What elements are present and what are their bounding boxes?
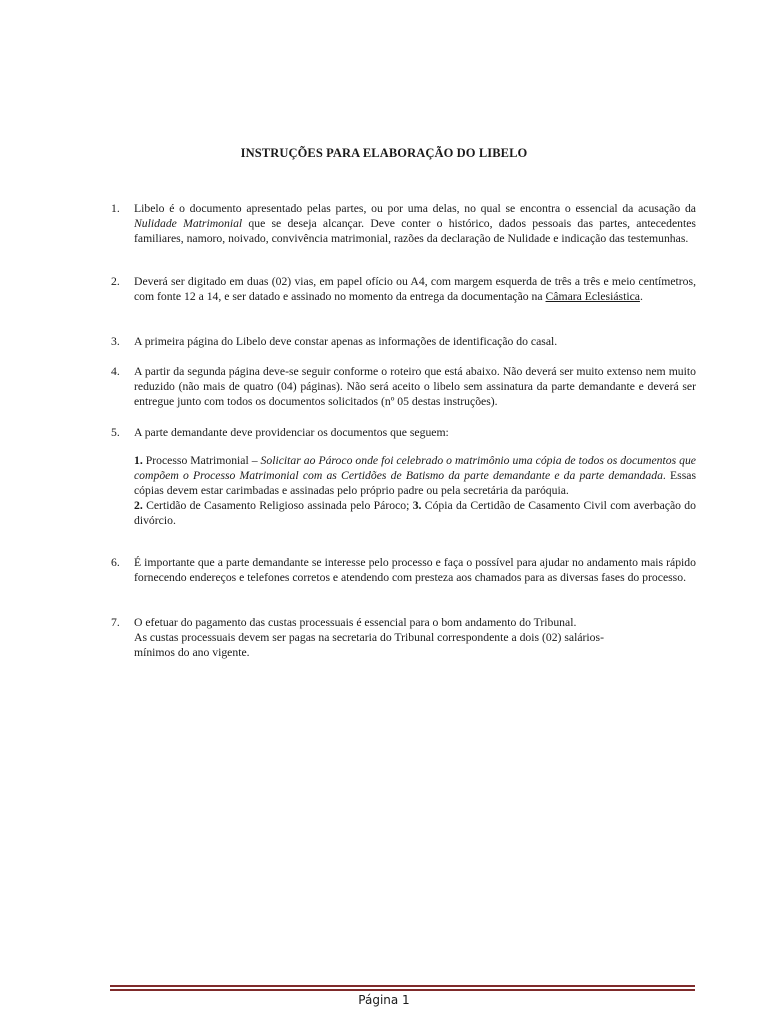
item-number: 5. [111,426,120,439]
item-text: A partir da segunda página deve-se seguir conforme o roteiro que está abaixo. Não deverá ser muito extenso nem muito reduzido (não mais de quatro (04) páginas). Não será aceito o libelo sem assinatura da parte demandante e deverá ser entregue junto com todos os documentos solicitados (nº 05 destas instruções). [134,365,696,408]
list-item-2 [111,274,696,304]
list-item-1 [111,201,696,246]
item-number: 1. [111,202,120,215]
item-text: É importante que a parte demandante se interesse pelo processo e faça o possível para ajudar no andamento mais rápido fornecendo endereços e telefones corretos e atendendo com presteza aos chamados para as diversas fases do processo. [134,556,696,584]
item-number: 4. [111,365,120,378]
page-number: Página 1 [358,993,410,1007]
list-item-4 [111,364,696,409]
item-number: 6. [111,556,120,569]
item-text: Deverá ser digitado em duas (02) vias, em papel ofício ou A4, com margem esquerda de três a três e meio centímetros, com fonte 12 a 14, e ser datado e assinado no momento da entrega da documentação na Câmara Eclesiástica. [134,275,696,303]
item-text: O efetuar do pagamento das custas processuais é essencial para o bom andamento do Tribunal. As custas processuais devem ser pagas na secretaria do Tribunal correspondente a dois (02) salários- mínimos do ano vigente. [134,616,604,659]
item-text: A primeira página do Libelo deve constar apenas as informações de identificação do casal. [134,335,558,348]
item-5-documents: 1. Processo Matrimonial – Solicitar ao Pároco onde foi celebrado o matrimônio uma cópia de todos os documentos que compõem o Processo Matrimonial com as Certidões de Batismo da parte demandante e da parte demandada. Essas cópias devem estar carimbadas e assinadas pelo próprio padre ou pela secretária da paróquia. 2. Certidão de Casamento Religioso assinada pelo Pároco; 3. Cópia da Certidão de Casamento Civil com averbação do divórcio. [134,454,696,527]
list-item-3 [111,334,696,349]
list-item-5 [111,425,696,528]
item-number: 7. [111,616,120,629]
item-number: 2. [111,275,120,288]
list-item-6 [111,555,696,585]
document-title: INSTRUÇÕES PARA ELABORAÇÃO DO LIBELO [240,146,528,160]
item-text: A parte demandante deve providenciar os documentos que seguem: [134,426,449,439]
item-number: 3. [111,335,120,348]
list-item-7 [111,615,696,660]
footer-divider [110,985,695,991]
item-text: Libelo é o documento apresentado pelas partes, ou por uma delas, no qual se encontra o essencial da acusação da Nulidade Matrimonial que se deseja alcançar. Deve conter o histórico, dados pessoais das partes, antecedentes familiares, namoro, noivado, convivência matrimonial, razões da declaração de Nulidade e indicação das testemunhas. [134,202,696,245]
